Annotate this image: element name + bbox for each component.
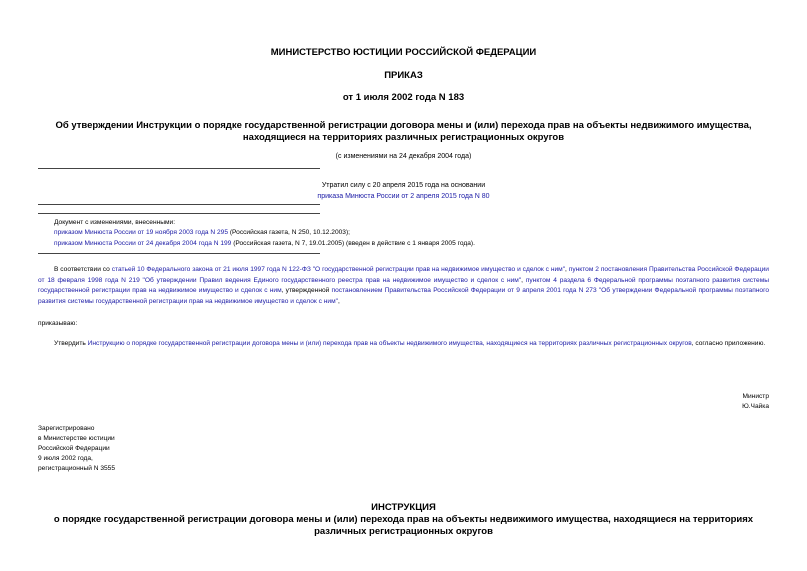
instruction-title: ИНСТРУКЦИЯ — [371, 502, 436, 513]
signatory-position: Министр — [742, 393, 769, 400]
signature-block — [742, 392, 769, 412]
amendment-source: (Российская газета, N 7, 19.01.2005) (введен в действие с 1 января 2005 года). — [231, 240, 475, 247]
instruction-link[interactable]: Инструкцию о порядке государственной регистрации договора мены и (или) перехода прав на объекты недвижимого имущества, находящиеся на территориях различных регистрационных округов — [87, 340, 692, 347]
program-link[interactable]: пунктом 4 раздела 6 Федеральной программы поэтапного развития системы государственной регистрации прав на недвижимое имущество и сделок с ним — [38, 276, 769, 295]
divider — [38, 204, 320, 205]
amendment-source: (Российская газета, N 250, 10.12.2003); — [228, 229, 350, 236]
registration-line: Российской Федерации — [38, 445, 110, 452]
registration-line: в Министерстве юстиции — [38, 435, 115, 442]
registration-line: Зарегистрировано — [38, 425, 95, 432]
divider — [38, 168, 320, 169]
registration-line: регистрационный N 3555 — [38, 465, 116, 472]
divider — [38, 253, 320, 254]
preamble-text: , утвержденной — [281, 287, 332, 295]
resolution-273-link[interactable]: постановлением Правительства Российской Федерации от 9 апреля 2001 года N 273 "Об утверждении Федеральной программы поэтапного развития системы государственной регистрации прав на недвижимое имущество и сделок с ним" — [38, 287, 770, 305]
ministry-name: МИНИСТЕРСТВО ЮСТИЦИИ РОССИЙСКОЙ ФЕДЕРАЦИИ — [270, 47, 537, 58]
approve-text: Утвердить — [54, 340, 88, 347]
lost-force-note: Утратил силу с 20 апреля 2015 года на основании — [321, 182, 486, 189]
preamble-text: , — [565, 266, 569, 273]
divider — [38, 213, 320, 214]
registration-line: 9 июля 2002 года, — [38, 455, 93, 462]
document-type: ПРИКАЗ — [384, 70, 423, 81]
approve-text: , согласно приложению. — [691, 340, 766, 347]
preamble-text: , — [337, 297, 340, 305]
amendment-item — [54, 227, 350, 238]
preamble-text: , — [521, 276, 526, 284]
amendments-heading: Документ с изменениями, внесенными: — [54, 219, 176, 226]
changes-note: (с изменениями на 24 декабря 2004 года) — [335, 153, 472, 160]
resolution-link[interactable]: пунктом 2 постановления Правительства Российской Федерации от 18 февраля 1998 года N 219 "Об утверждении Правил ведения Единого государственного реестра прав на недвижимое имущество и сделок с ним" — [38, 266, 769, 284]
instruction-subtitle: о порядке государственной регистрации договора мены и (или) перехода прав на объекты недвижимого имущества, находящиеся на территориях различных регистрационных округов — [53, 514, 754, 537]
preamble-text: В соответствии со — [54, 266, 112, 273]
amendment-item — [54, 238, 475, 249]
approve-paragraph — [38, 339, 769, 350]
law-link[interactable]: статьей 10 Федерального закона от 21 июля 1997 года N 122-ФЗ "О государственной регистрации прав на недвижимое имущество и сделок с ним" — [111, 266, 566, 273]
preamble-paragraph — [38, 265, 769, 307]
amendment-link[interactable]: приказом Минюста России от 19 ноября 2003 года N 295 — [54, 229, 229, 236]
document-date-number: от 1 июля 2002 года N 183 — [342, 92, 465, 103]
registration-block — [38, 424, 115, 474]
amendment-link[interactable]: приказом Минюста России от 24 декабря 2004 года N 199 — [54, 240, 232, 247]
order-word: приказываю: — [38, 320, 78, 327]
document-title: Об утверждении Инструкции о порядке государственной регистрации договора мены и (или) перехода прав на объекты недвижимого имущества, находящиеся на территориях различных регистрационных округов — [55, 120, 752, 143]
signatory-name: Ю.Чайка — [742, 403, 769, 410]
lost-force-basis-link[interactable]: приказа Минюста России от 2 апреля 2015 года N 80 — [317, 193, 490, 200]
